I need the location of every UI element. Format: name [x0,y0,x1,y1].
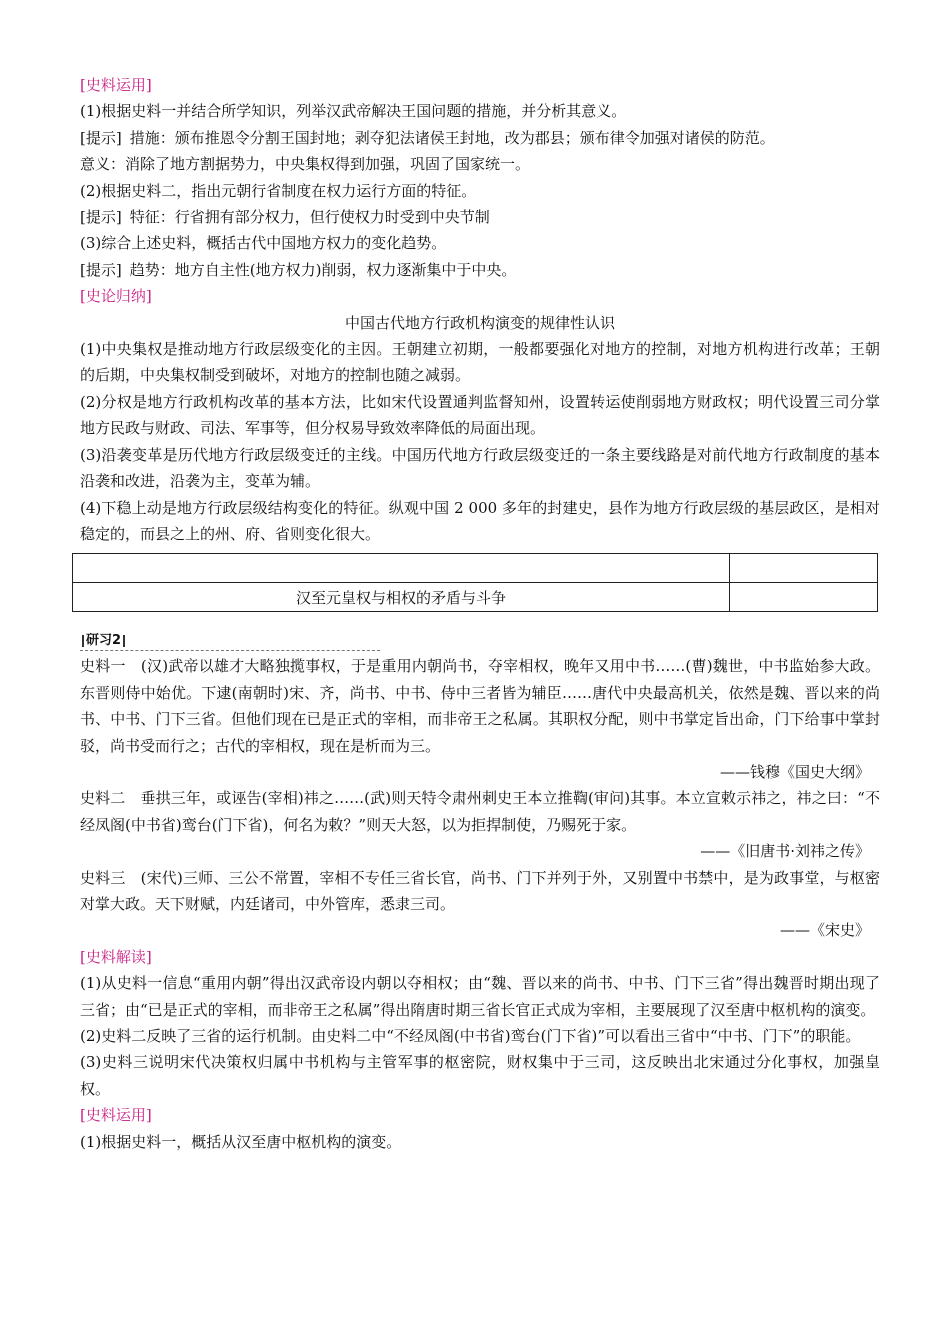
source-citation-3: ——《宋史》 [779,921,870,940]
document-page [80,72,880,1155]
table-cell-topic: 汉至元皇权与相权的矛盾与斗争 [73,583,730,612]
table-row [73,554,878,583]
section-heading-summary: [史论归纳] [80,287,152,306]
usage-answer-2 [80,204,880,230]
section-heading-usage-2: [史料运用] [80,1106,152,1125]
usage-answer-1 [80,125,880,151]
usage-answer-3 [80,257,880,283]
hint-label: [提示] [80,260,122,279]
usage-question-3: (3)综合上述史料，概括古代中国地方权力的变化趋势。 [80,234,447,253]
source-material-2: 史料二 垂拱三年，或诬告(宰相)祎之……(武)则天特令肃州刺史王本立推鞫(审问)其事。本立宣敕示祎之，祎之曰：“不经凤阁(中书省)鸾台(门下省)，何名为敕？”则天大怒，以为拒捍制使，乃赐死于家。 [80,789,880,834]
hint-text: 措施：颁布推恩令分割王国封地；剥夺犯法诸侯王封地，改为郡县；颁布律令加强对诸侯的防范。 [129,128,775,147]
topic-table [72,553,878,612]
summary-paragraph-1: (1)中央集权是推动地方行政层级变化的主因。王朝建立初期，一般都要强化对地方的控制，对地方机构进行改革；王朝的后期，中央集权制受到破坏，对地方的控制也随之减弱。 [80,340,880,385]
source-citation-2: ——《旧唐书·刘祎之传》 [700,842,870,861]
reading-paragraph-1: (1)从史料一信息“重用内朝”得出汉武帝设内朝以夺相权；由“魏、晋以来的尚书、中书、门下三省”得出魏晋时期出现了三省；由“已是正式的宰相，而非帝王之私属”得出隋唐时期三省长官正式成为宰相，主要展现了汉至唐中枢机构的演变。 [80,974,880,1019]
reading-paragraph-2: (2)史料二反映了三省的运行机制。由史料二中“不经凤阁(中书省)鸾台(门下省)”可以看出三省中“中书、门下”的职能。 [80,1027,861,1045]
summary-title: 中国古代地方行政机构演变的规律性认识 [344,313,615,332]
table-cell [730,554,878,583]
study-2-label-text: 研习2 [86,633,122,649]
table-cell [73,554,730,583]
source-citation-1: ——钱穆《国史大纲》 [719,762,870,781]
source-material-1: 史料一 (汉)武帝以雄才大略独揽事权，于是重用内朝尚书，夺宰相权，晚年又用中书……(曹)魏世，中书监始参大政。东晋则侍中始优。下逮(南朝时)宋、齐，尚书、中书、侍中三者皆为辅臣……唐代中央最高机关，依然是魏、晋以来的尚书、中书、门下三省。但他们现在已是正式的宰相，而非帝王之私属。其职权分配，则中书掌定旨出命，门下给事中掌封驳，尚书受而行之；古代的宰相权，现在是析而为三。 [80,657,880,755]
usage-2-question-1: (1)根据史料一，概括从汉至唐中枢机构的演变。 [80,1132,402,1151]
table-row [73,583,878,612]
bar-mark-icon [82,635,84,647]
usage-question-1: (1)根据史料一并结合所学知识，列举汉武帝解决王国问题的措施，并分析其意义。 [80,102,627,121]
section-heading-reading: [史料解读] [80,947,152,966]
reading-paragraph-3: (3)史料三说明宋代决策权归属中书机构与主管军事的枢密院，财权集中于三司，这反映出北宋通过分化事权，加强皇权。 [80,1053,880,1098]
hint-label: [提示] [80,208,122,227]
usage-question-2: (2)根据史料二，指出元朝行省制度在权力运行方面的特征。 [80,181,477,200]
hint-label: [提示] [80,128,122,147]
summary-paragraph-4: (4)下稳上动是地方行政层级结构变化的特征。纵观中国 2 000 多年的封建史，县作为地方行政层级的基层政区，是相对稳定的，而县之上的州、府、省则变化很大。 [80,498,880,543]
section-heading-usage-1: [史料运用] [80,76,152,94]
summary-paragraph-3: (3)沿袭变革是历代地方行政层级变迁的主线。中国历代地方行政层级变迁的一条主要线路是对前代地方行政制度的基本沿袭和改进，沿袭为主，变革为辅。 [80,445,880,491]
source-material-3: 史料三 (宋代)三师、三公不常置，宰相不专任三省长官，尚书、门下并列于外，又别置中书禁中，是为政事堂，与枢密对掌大政。天下财赋，内廷诸司，中外管库，悉隶三司。 [80,868,880,913]
hint-text: 趋势：地方自主性(地方权力)削弱，权力逐渐集中于中央。 [129,260,517,279]
bar-mark-icon [123,635,125,647]
hint-text: 特征：行省拥有部分权力，但行使权力时受到中央节制 [129,208,490,227]
usage-answer-1-continued: 意义：消除了地方割据势力，中央集权得到加强，巩固了国家统一。 [80,155,531,174]
study-2-label [80,632,380,651]
table-cell [730,583,878,612]
summary-paragraph-2: (2)分权是地方行政机构改革的基本方法，比如宋代设置通判监督知州，设置转运使削弱地方财政权；明代设置三司分掌地方民政与财政、司法、军事等，但分权易导致效率降低的局面出现。 [80,392,880,438]
